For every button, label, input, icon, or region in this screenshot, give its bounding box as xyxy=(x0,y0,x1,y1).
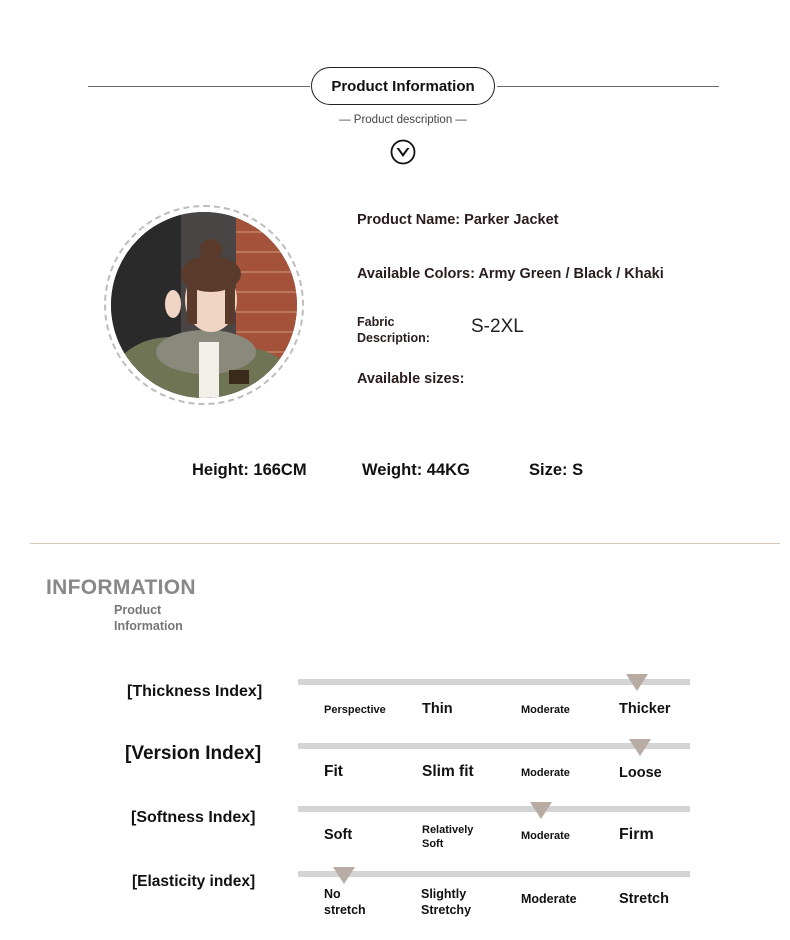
version-option-4: Loose xyxy=(619,765,662,781)
size-range-value: S-2XL xyxy=(471,316,524,337)
chevron-down-circle-icon xyxy=(390,139,416,165)
thickness-option-1: Perspective xyxy=(324,704,386,716)
section-subtitle: — Product description — xyxy=(339,114,467,126)
header-rule-left xyxy=(88,86,310,87)
softness-option-4: Firm xyxy=(619,826,654,843)
softness-option-1: Soft xyxy=(324,827,353,843)
softness-option-2: Relatively Soft xyxy=(422,824,474,850)
header-rule-right xyxy=(497,86,719,87)
elasticity-option-2: Slightly Stretchy xyxy=(421,887,472,917)
elasticity-option-3: Moderate xyxy=(521,892,577,906)
product-name: Product Name: Parker Jacket xyxy=(357,212,559,228)
model-photo-illustration xyxy=(111,212,297,398)
softness-index-marker xyxy=(530,802,552,819)
version-option-2: Slim fit xyxy=(422,763,474,780)
information-subheading: Product Information xyxy=(114,603,183,633)
fabric-description-label: Fabric Description: xyxy=(357,315,430,345)
elasticity-index-marker xyxy=(333,867,355,884)
available-sizes-label: Available sizes: xyxy=(357,371,465,387)
available-colors: Available Colors: Army Green / Black / Khaki xyxy=(357,266,664,282)
elasticity-index-label: [Elasticity index] xyxy=(132,873,256,890)
information-heading: INFORMATION xyxy=(46,576,196,599)
version-option-3: Moderate xyxy=(521,767,570,779)
model-photo xyxy=(111,212,297,398)
version-index-label: [Version Index] xyxy=(125,743,262,764)
section-divider xyxy=(30,543,780,544)
elasticity-option-1: No stretch xyxy=(324,887,366,917)
thickness-index-marker xyxy=(626,674,648,691)
thickness-option-3: Moderate xyxy=(521,704,570,716)
elasticity-index-bar xyxy=(298,871,690,877)
section-title-pill xyxy=(311,67,495,105)
softness-index-bar xyxy=(298,806,690,812)
model-size: Size: S xyxy=(529,461,584,479)
model-height: Height: 166CM xyxy=(192,461,307,479)
elasticity-option-4: Stretch xyxy=(619,891,669,907)
softness-option-3: Moderate xyxy=(521,830,570,842)
softness-index-label: [Softness Index] xyxy=(131,809,256,826)
thickness-index-label: [Thickness Index] xyxy=(127,683,263,700)
version-index-marker xyxy=(629,739,651,756)
thickness-option-4: Thicker xyxy=(619,701,671,717)
section-title: Product Information xyxy=(331,77,475,95)
version-option-1: Fit xyxy=(324,763,343,780)
model-weight: Weight: 44KG xyxy=(362,461,470,479)
thickness-option-2: Thin xyxy=(422,701,453,717)
